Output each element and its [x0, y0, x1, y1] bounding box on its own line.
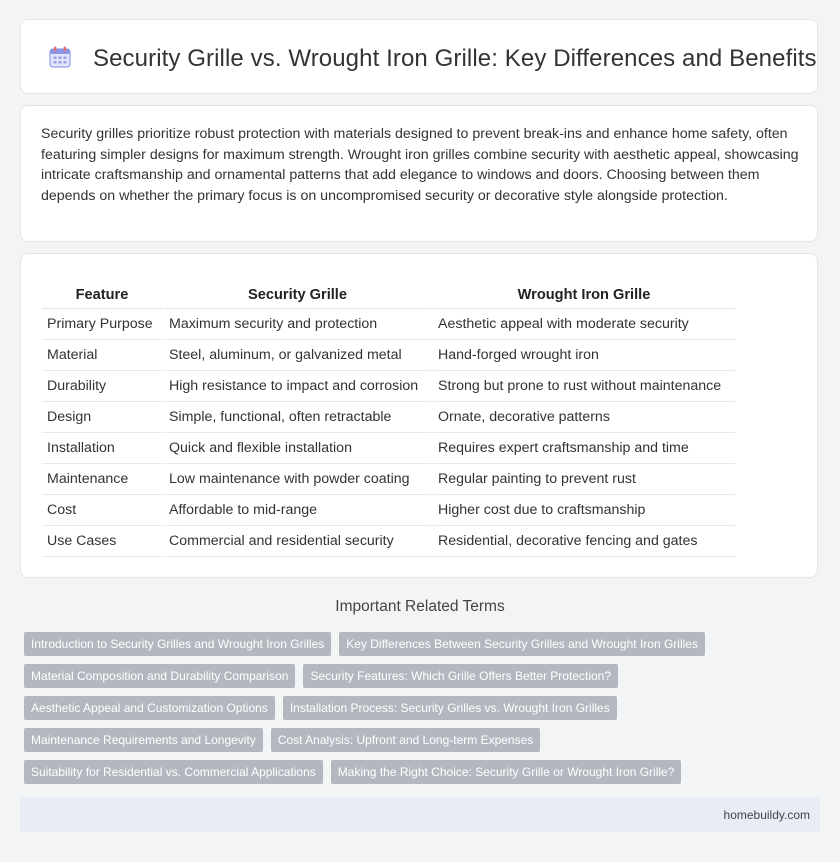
- table-row: [42, 309, 735, 340]
- table-cell: Use Cases: [42, 526, 162, 557]
- table-cell: Higher cost due to craftsmanship: [433, 495, 735, 526]
- table-cell: Installation: [42, 433, 162, 464]
- header-card: [20, 19, 818, 94]
- related-terms-row: [24, 728, 824, 752]
- table-cell: Steel, aluminum, or galvanized metal: [164, 340, 431, 371]
- table-cell: Ornate, decorative patterns: [433, 402, 735, 433]
- footer-site[interactable]: homebuildy.com: [723, 808, 810, 822]
- comparison-table: [42, 284, 735, 557]
- related-term-tag[interactable]: Installation Process: Security Grilles vs. Wrought Iron Grilles: [283, 696, 617, 720]
- column-header-wrought-iron-grille: Wrought Iron Grille: [433, 284, 735, 309]
- related-term-tag[interactable]: Introduction to Security Grilles and Wrought Iron Grilles: [24, 632, 331, 656]
- table-cell: Strong but prone to rust without maintenance: [433, 371, 735, 402]
- related-term-tag[interactable]: Suitability for Residential vs. Commercial Applications: [24, 760, 323, 784]
- related-term-tag[interactable]: Maintenance Requirements and Longevity: [24, 728, 263, 752]
- related-term-tag[interactable]: Aesthetic Appeal and Customization Options: [24, 696, 275, 720]
- intro-card: [20, 105, 818, 242]
- table-cell: Material: [42, 340, 162, 371]
- table-cell: Simple, functional, often retractable: [164, 402, 431, 433]
- related-terms-row: [24, 760, 824, 784]
- related-terms-title: Important Related Terms: [335, 598, 505, 615]
- table-cell: High resistance to impact and corrosion: [164, 371, 431, 402]
- table-cell: Low maintenance with powder coating: [164, 464, 431, 495]
- related-term-tag[interactable]: Material Composition and Durability Comparison: [24, 664, 295, 688]
- table-cell: Aesthetic appeal with moderate security: [433, 309, 735, 340]
- related-term-tag[interactable]: Security Features: Which Grille Offers Better Protection?: [303, 664, 618, 688]
- footer: [20, 798, 820, 832]
- related-terms-list: [24, 632, 824, 792]
- column-header-security-grille: Security Grille: [164, 284, 431, 309]
- table-cell: Maximum security and protection: [164, 309, 431, 340]
- table-cell: Primary Purpose: [42, 309, 162, 340]
- related-terms-row: [24, 664, 824, 688]
- table-cell: Requires expert craftsmanship and time: [433, 433, 735, 464]
- related-term-tag[interactable]: Cost Analysis: Upfront and Long-term Expenses: [271, 728, 540, 752]
- column-header-feature: Feature: [42, 284, 162, 309]
- related-term-tag[interactable]: Making the Right Choice: Security Grille or Wrought Iron Grille?: [331, 760, 682, 784]
- table-row: [42, 340, 735, 371]
- table-row: [42, 464, 735, 495]
- table-header-row: [42, 284, 735, 309]
- table-row: [42, 402, 735, 433]
- table-cell: Design: [42, 402, 162, 433]
- table-cell: Quick and flexible installation: [164, 433, 431, 464]
- table-cell: Hand-forged wrought iron: [433, 340, 735, 371]
- table-row: [42, 495, 735, 526]
- table-cell: Maintenance: [42, 464, 162, 495]
- comparison-card: [20, 253, 818, 578]
- table-cell: Affordable to mid-range: [164, 495, 431, 526]
- related-terms-row: [24, 632, 824, 656]
- related-term-tag[interactable]: Key Differences Between Security Grilles and Wrought Iron Grilles: [339, 632, 705, 656]
- intro-text: Security grilles prioritize robust protection with materials designed to prevent break-ins and enhance home safety, often featuring simpler designs for maximum strength. Wrought iron grilles combine security with aesthetic appeal, showcasing intricate craftsmanship and ornamental patterns that add elegance to windows and doors. Choosing between them depends on whether the primary focus is on uncompromised security or decorative style alongside protection.: [41, 126, 799, 204]
- related-terms-row: [24, 696, 824, 720]
- calendar-icon: [48, 45, 72, 69]
- table-cell: Residential, decorative fencing and gates: [433, 526, 735, 557]
- page-title: Security Grille vs. Wrought Iron Grille: Key Differences and Benefits: [93, 45, 817, 72]
- table-cell: Cost: [42, 495, 162, 526]
- table-cell: Commercial and residential security: [164, 526, 431, 557]
- table-row: [42, 433, 735, 464]
- table-cell: Regular painting to prevent rust: [433, 464, 735, 495]
- table-row: [42, 371, 735, 402]
- table-cell: Durability: [42, 371, 162, 402]
- table-row: [42, 526, 735, 557]
